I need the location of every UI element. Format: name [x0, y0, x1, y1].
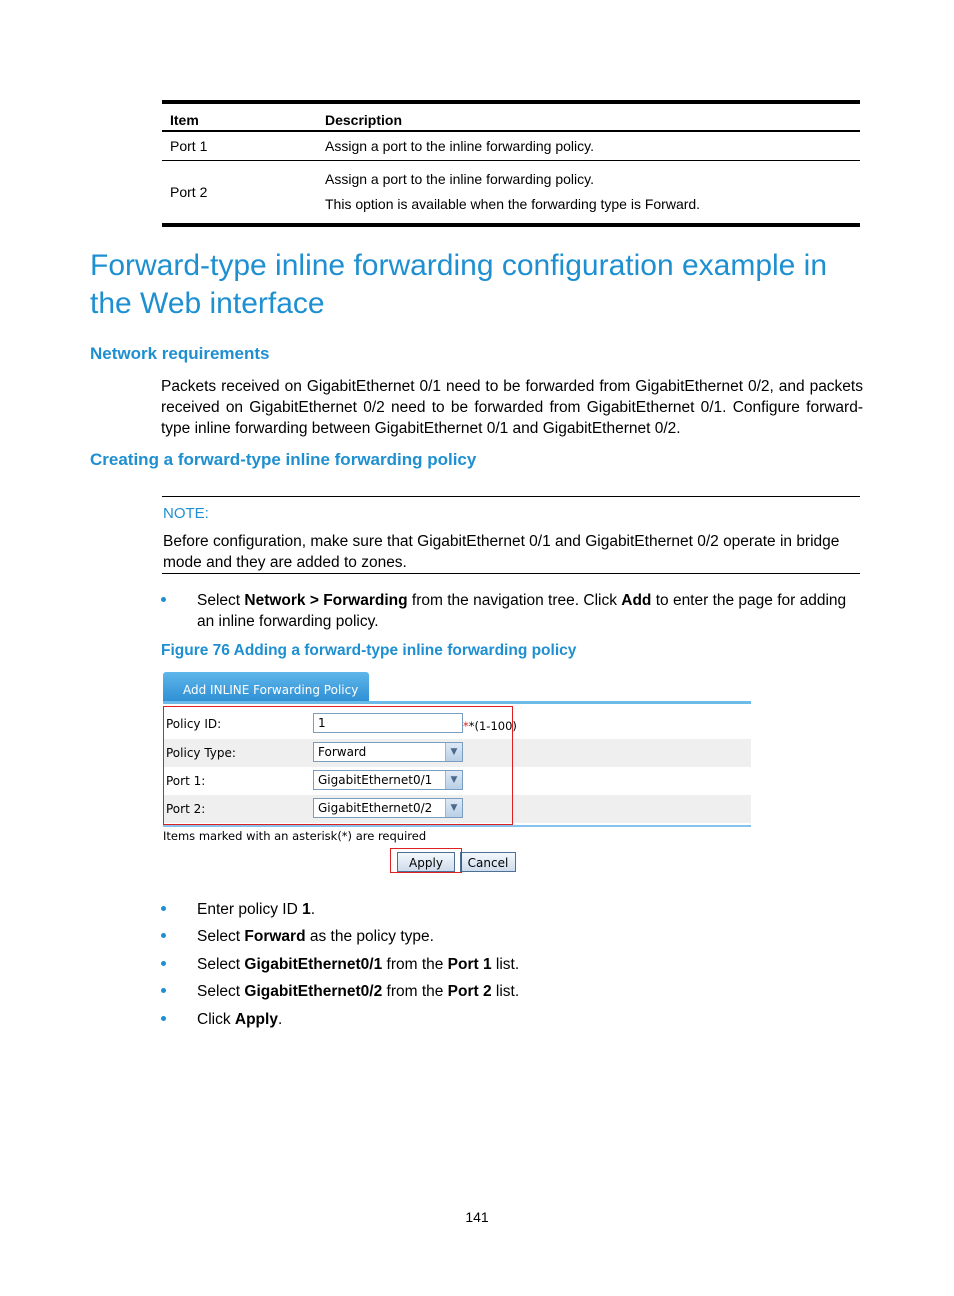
- policy-id-range: *(1-100): [468, 719, 517, 733]
- cell-item: Port 2: [162, 161, 317, 226]
- note-text: Before configuration, make sure that GigabitEthernet 0/1 and GigabitEthernet 0/2 operate in bridge mode and they are added to zones.: [163, 533, 840, 571]
- step-text: Select Forward as the policy type.: [197, 928, 434, 945]
- fields-highlight-box: [163, 706, 513, 825]
- list-item: [161, 954, 863, 975]
- policy-id-input[interactable]: 1: [313, 713, 463, 733]
- port2-label: Port 2:: [166, 802, 206, 816]
- description-line: Assign a port to the inline forwarding policy.: [325, 171, 594, 187]
- port1-value: GigabitEthernet0/1: [318, 773, 433, 787]
- step-text: Click Apply.: [197, 1011, 283, 1028]
- list-item: [161, 1009, 863, 1030]
- chevron-down-icon[interactable]: ▼: [445, 771, 462, 789]
- list-item: [161, 981, 863, 1002]
- chevron-down-icon[interactable]: ▼: [445, 799, 462, 817]
- note-divider-bottom: [162, 573, 860, 574]
- description-line: This option is available when the forwarding type is Forward.: [325, 196, 701, 212]
- network-requirements-heading: Network requirements: [90, 344, 270, 363]
- policy-type-label: Policy Type:: [166, 746, 236, 760]
- bullet-icon: [161, 1016, 166, 1021]
- bullet-icon: [161, 961, 166, 966]
- step-text: Select Network > Forwarding from the navigation tree. Click Add to enter the page for adding an inline forwarding policy.: [197, 592, 847, 630]
- bullet-icon: [161, 597, 166, 602]
- network-requirements-text: Packets received on GigabitEthernet 0/1 need to be forwarded from GigabitEthernet 0/2, and packets received on GigabitEthernet 0/2 need to be forwarded from GigabitEthernet 0/1. Configure forward-type inline forwarding between GigabitEthernet 0/1 and GigabitEthernet 0/2.: [161, 378, 863, 437]
- cell-item: Port 1: [162, 131, 317, 161]
- list-item: [161, 590, 863, 632]
- apply-button[interactable]: Apply: [397, 852, 455, 872]
- creating-policy-heading: Creating a forward-type inline forwarding policy: [90, 450, 477, 469]
- list-item: [161, 926, 863, 947]
- table-row: [162, 161, 860, 226]
- bullet-icon: [161, 988, 166, 993]
- figure-caption: Figure 76 Adding a forward-type inline forwarding policy: [161, 642, 577, 659]
- policy-type-value: Forward: [318, 745, 367, 759]
- bullet-icon: [161, 933, 166, 938]
- parameter-table: [162, 100, 860, 227]
- note-label: NOTE:: [163, 505, 209, 522]
- col-header-description: Description: [317, 102, 860, 131]
- policy-form-screenshot: [163, 672, 753, 877]
- col-header-item: Item: [162, 102, 317, 131]
- note-divider-top: [162, 496, 860, 497]
- page-number: 141: [465, 1209, 489, 1225]
- step-text: Select GigabitEthernet0/2 from the Port 2 list.: [197, 983, 520, 1000]
- cell-description: Assign a port to the inline forwarding policy.: [317, 131, 860, 161]
- step-text: Select GigabitEthernet0/1 from the Port 1 list.: [197, 956, 520, 973]
- tab-add-inline-forwarding-policy[interactable]: Add INLINE Forwarding Policy: [163, 672, 369, 702]
- tab-underline: [163, 701, 751, 704]
- cell-description: [317, 161, 860, 226]
- form-bottom-line: [163, 825, 751, 827]
- cancel-button[interactable]: Cancel: [460, 852, 516, 872]
- step-text: Enter policy ID 1.: [197, 901, 316, 918]
- bullet-icon: [161, 906, 166, 911]
- policy-id-hint: **(1-100): [463, 719, 517, 733]
- chevron-down-icon[interactable]: ▼: [445, 743, 462, 761]
- table-row: [162, 131, 860, 161]
- policy-id-label: Policy ID:: [166, 717, 222, 731]
- apply-highlight-box: [390, 848, 462, 873]
- list-item: [161, 899, 863, 920]
- required-note: Items marked with an asterisk(*) are required: [163, 829, 427, 843]
- port1-label: Port 1:: [166, 774, 206, 788]
- section-title: Forward-type inline forwarding configuration example in the Web interface: [90, 249, 828, 320]
- port2-value: GigabitEthernet0/2: [318, 801, 433, 815]
